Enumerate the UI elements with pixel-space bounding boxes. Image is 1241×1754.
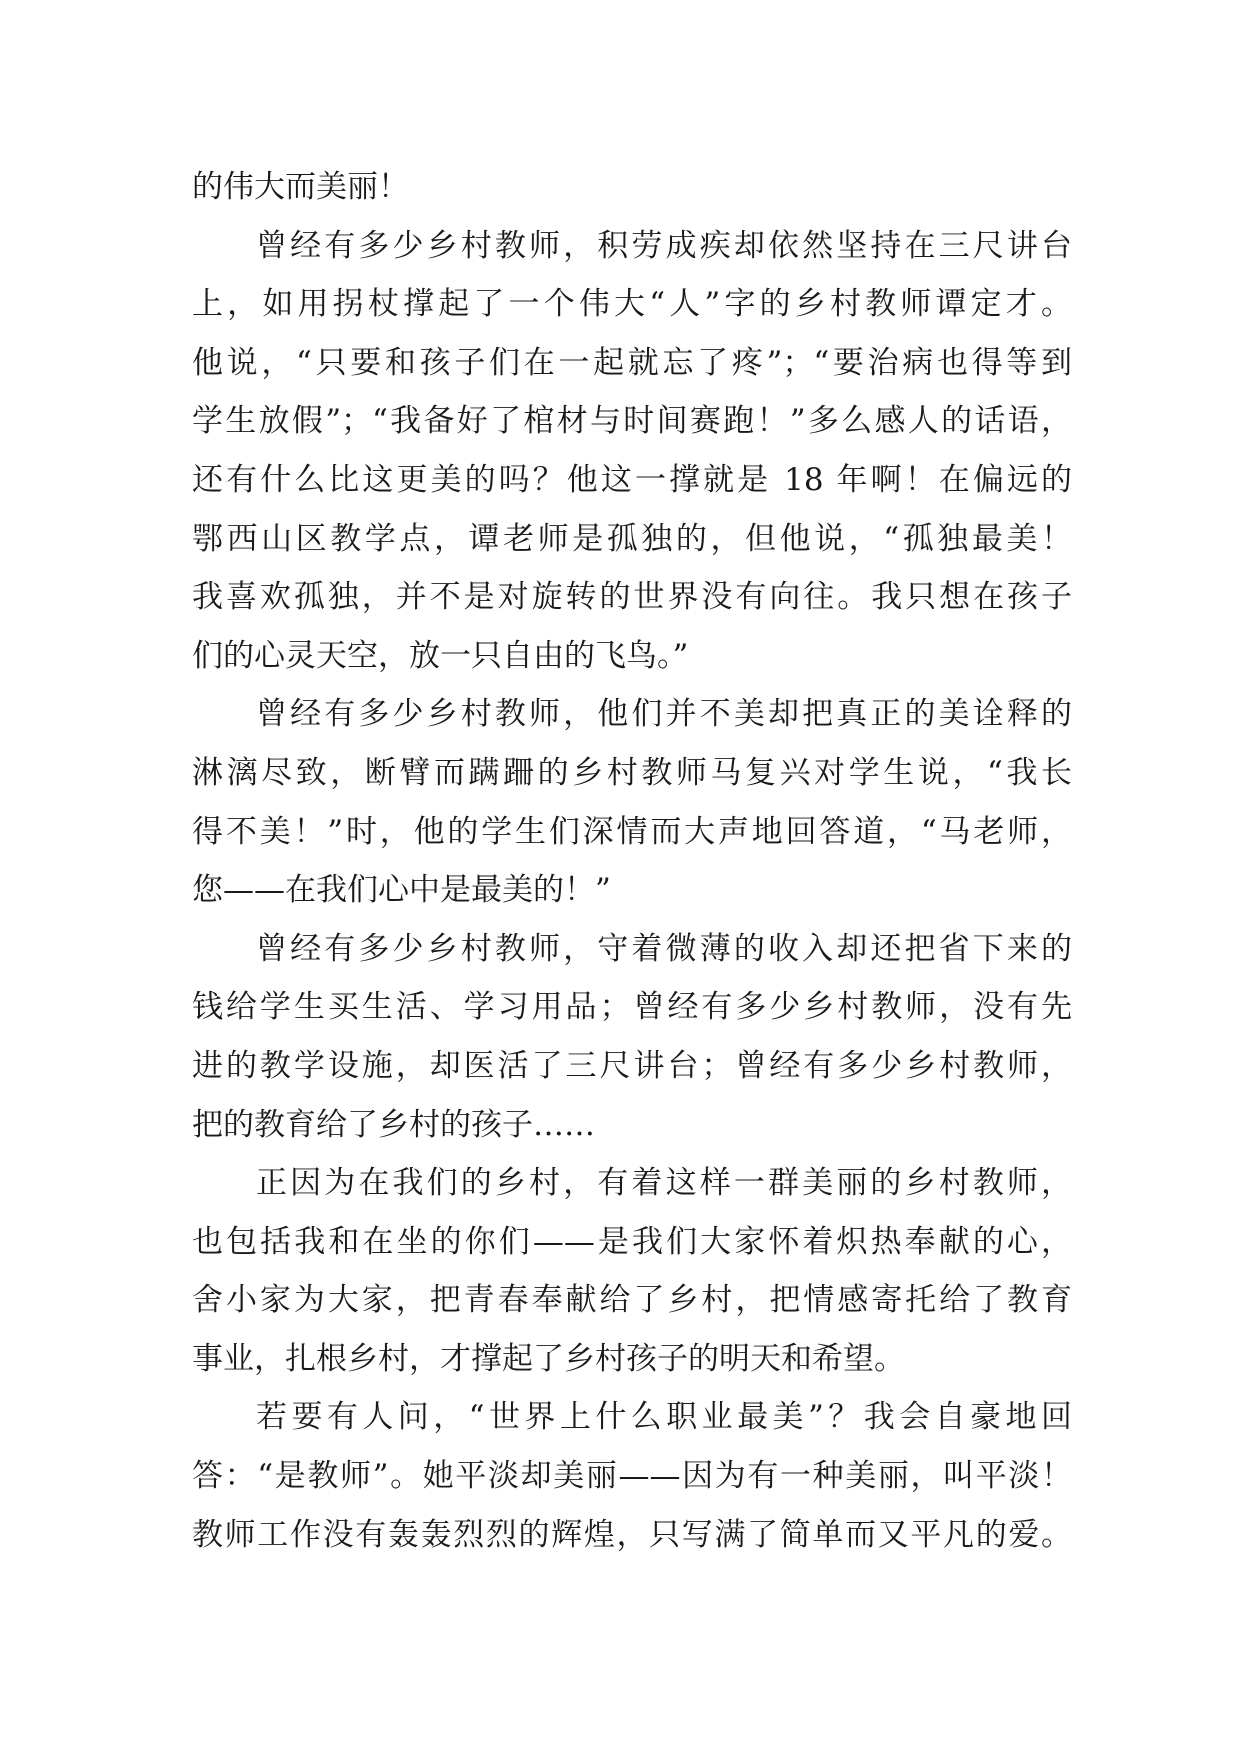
text-line: 事业，扎根乡村，才撑起了乡村孩子的明天和希望。 [192,1340,905,1377]
text-line: 若要有人问，“世界上什么职业最美”？我会自豪地回 [256,1399,1072,1436]
text-line: 还有什么比这更美的吗？他这一撑就是 18 年啊！在偏远的 [192,461,1072,498]
text-line: 也包括我和在坐的你们——是我们大家怀着炽热奉献的心， [192,1223,1072,1260]
text-line: 您——在我们心中是最美的！” [192,872,611,909]
text-line: 答：“是教师”。她平淡却美丽——因为有一种美丽，叫平淡！ [192,1458,1072,1495]
text-line: 把的教育给了乡村的孩子…… [192,1106,595,1143]
text-line: 舍小家为大家，把青春奉献给了乡村，把情感寄托给了教育 [192,1282,1072,1319]
text-line: 他说，“只要和孩子们在一起就忘了疼”；“要治病也得等到 [192,344,1072,381]
text-line: 我喜欢孤独，并不是对旋转的世界没有向往。我只想在孩子 [192,579,1072,616]
text-line: 淋漓尽致，断臂而蹒跚的乡村教师马复兴对学生说，“我长 [192,754,1072,791]
text-line: 们的心灵天空，放一只自由的飞鸟。” [192,637,689,674]
text-line: 曾经有多少乡村教师，守着微薄的收入却还把省下来的 [256,930,1072,967]
text-line: 正因为在我们的乡村，有着这样一群美丽的乡村教师， [256,1165,1072,1202]
text-line: 钱给学生买生活、学习用品；曾经有多少乡村教师，没有先 [192,989,1072,1026]
text-line: 教师工作没有轰轰烈烈的辉煌，只写满了简单而又平凡的爱。 [192,1516,1072,1553]
text-line: 进的教学设施，却医活了三尺讲台；曾经有多少乡村教师， [192,1047,1072,1084]
text-line: 曾经有多少乡村教师，积劳成疾却依然坚持在三尺讲台 [256,227,1072,264]
text-line: 学生放假”；“我备好了棺材与时间赛跑！”多么感人的话语， [192,403,1072,440]
text-line: 的伟大而美丽！ [192,169,409,205]
text-line: 得不美！”时，他的学生们深情而大声地回答道，“马老师， [192,813,1072,850]
text-line: 鄂西山区教学点，谭老师是孤独的，但他说，“孤独最美！ [192,520,1072,557]
text-line: 曾经有多少乡村教师，他们并不美却把真正的美诠释的 [256,696,1072,733]
text-line: 上，如用拐杖撑起了一个伟大“人”字的乡村教师谭定才。 [192,286,1072,323]
body-text [192,158,1072,1564]
